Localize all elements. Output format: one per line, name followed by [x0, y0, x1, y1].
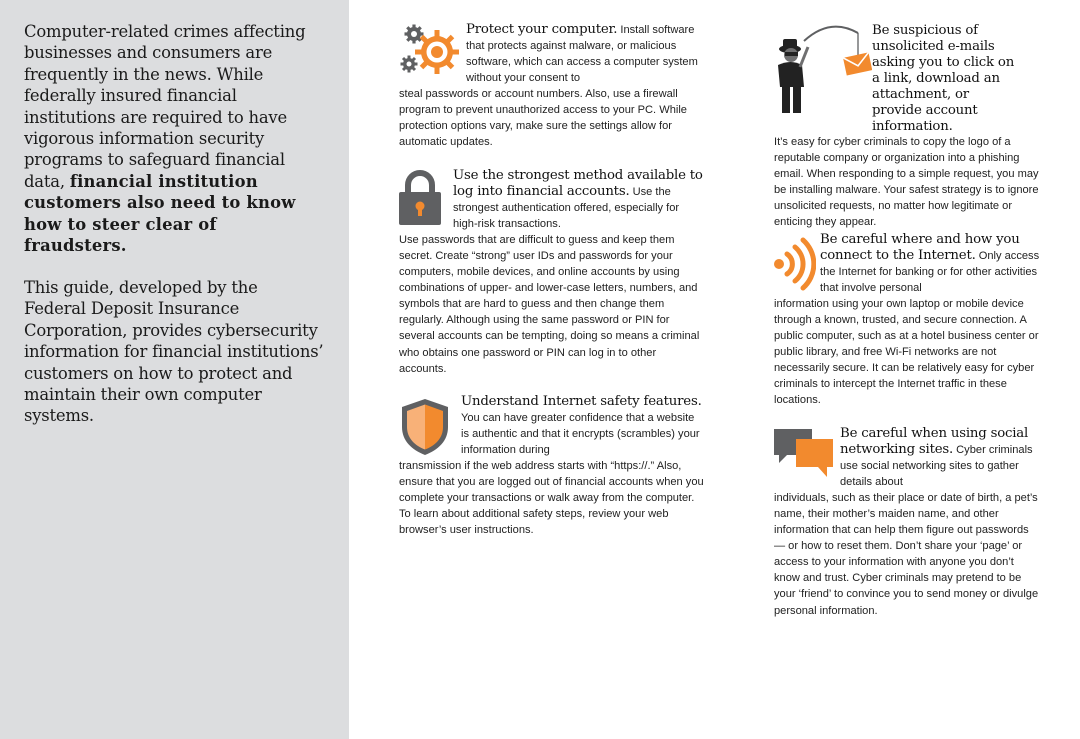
- tip-heading: Be careful where and how you connect to the Internet.: [820, 232, 1020, 264]
- tip-heading: Be suspicious of unsolicited e-mails asking you to click on a link, download an attachment, or provide account information.: [872, 23, 1015, 134]
- tip-body: Only access the Internet for banking or for other activities that involve personal: [820, 250, 1040, 295]
- tip-body-continued: information using your own laptop or mobile device through a known, trusted, and secure connection. A public computer, such as at a hotel business center or public library, and free Wi-Fi networks are not necessarily secure. It can be relatively easy for cyber criminals to intercept the Internet traffic in these locations.: [774, 298, 1039, 407]
- tip-body-continued: transmission if the web address starts with “https://.” Also, ensure that you are logged out of financial accounts when you complete your transactions or walk away from the computer. To learn about additional safety steps, review your web browser’s user instructions.: [399, 460, 704, 537]
- intro-emphasis: financial institution customers also need to know how to steer clear of fraudsters.: [24, 171, 296, 256]
- tip-body: Install software that protects against malware, or malicious software, which can access a computer system without your consent to: [466, 24, 698, 85]
- tip-protect-computer: [399, 22, 705, 150]
- tip-body: Cyber criminals use social networking sites to gather details about: [840, 444, 1033, 489]
- tip-body: Use the strongest authentication offered, especially for high-risk transactions.: [453, 186, 680, 231]
- intro-sidebar: [0, 0, 349, 739]
- tip-strong-login: [399, 168, 705, 377]
- tip-social-networking: [774, 426, 1042, 619]
- tip-body-continued: Use passwords that are difficult to guess and keep them secret. Create “strong” user IDs and passwords for your computers, mobile devices, and online accounts by using combinations of upper- and lower-case letters, numbers, and symbols that are hard to guess and then change them regularly. Although using the same password or PIN for several accounts can be tempting, doing so means a criminal who obtains one password or PIN can log in to other accounts.: [399, 234, 700, 375]
- tip-internet-safety: [399, 394, 705, 538]
- tip-body-continued: steal passwords or account numbers. Also, use a firewall program to prevent unauthorized access to your PC. While protection options vary, make sure the settings allow for automatic updates.: [399, 88, 687, 149]
- tip-body: You can have greater confidence that a website is authentic and that it encrypts (scrambles) your information during: [461, 412, 700, 457]
- tip-body-continued: It’s easy for cyber criminals to copy the logo of a reputable company or organization into a phishing email. When responding to a simple request, you may be installing malware. Your safest strategy is to ignore unsolicited requests, no matter how legitimate or enticing they appear.: [774, 136, 1039, 229]
- intro-paragraph: [24, 21, 324, 256]
- tip-heading: Understand Internet safety features.: [461, 394, 702, 409]
- tip-body-continued: individuals, such as their place or date of birth, a pet’s name, their mother’s maiden name, and other information that can help them figure out passwords — or how to reset them. Don’t share your ‘page’ or access to your information with anyone you don’t know and trust. Cyber criminals may pretend to be your ‘friend’ to convince you to send money or divulge personal information.: [774, 492, 1039, 617]
- guide-description: This guide, developed by the Federal Deposit Insurance Corporation, provides cybersecurity information for financial institutions’ customers on how to protect and maintain their own computer systems.: [24, 278, 324, 426]
- tip-heading: Be careful when using social networking sites.: [840, 426, 1029, 458]
- intro-text: Computer-related crimes affecting businesses and consumers are frequently in the news. While federally insured financial institutions are required to have vigorous information security programs to safeguard financial data,: [24, 22, 306, 191]
- tip-phishing: [774, 23, 1042, 230]
- tip-heading: Use the strongest method available to log into financial accounts.: [453, 168, 703, 200]
- tip-heading: Protect your computer.: [466, 22, 618, 37]
- tip-where-connect: [774, 232, 1042, 409]
